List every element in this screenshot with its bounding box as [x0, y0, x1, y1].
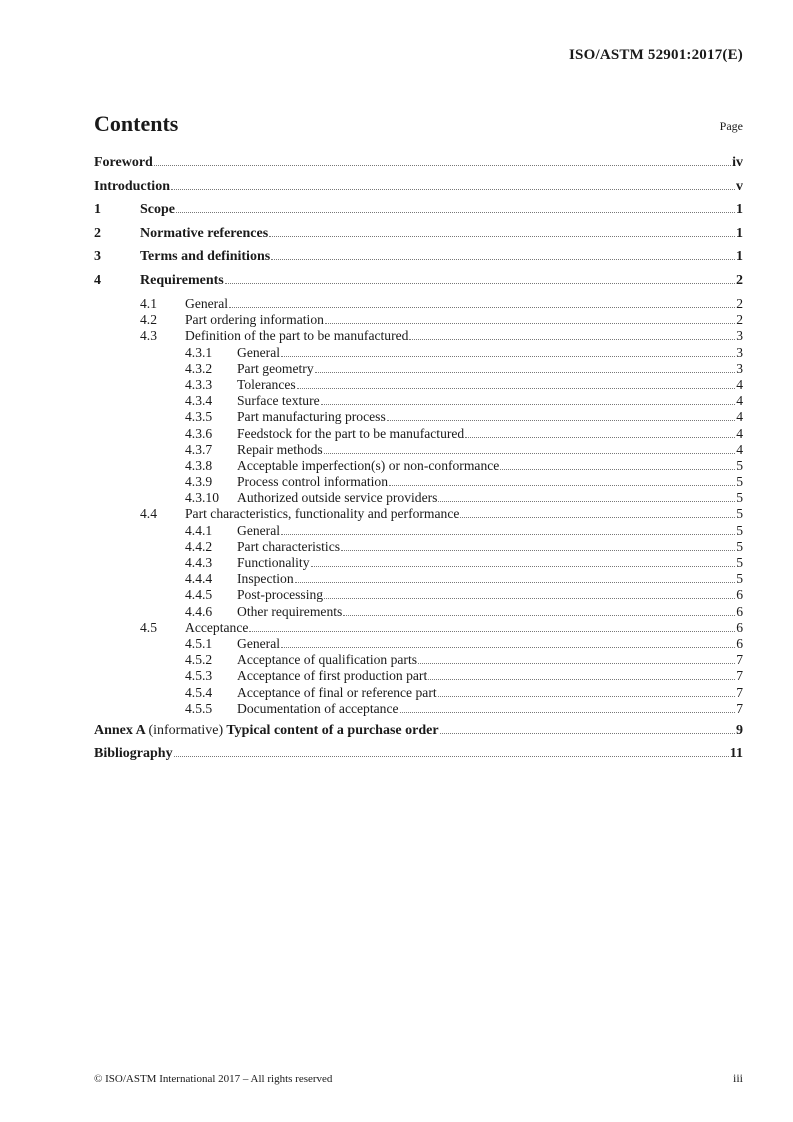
toc-entry-number: 4.3.10	[185, 490, 219, 506]
toc-entry-number: 4.3.2	[185, 360, 213, 376]
dot-leader	[154, 165, 731, 166]
toc-entry-page: 6	[736, 619, 743, 635]
toc-entry-page: 1	[736, 202, 743, 217]
toc-entry-title: Requirements	[140, 272, 224, 288]
toc-entry-number: 4.4.5	[185, 587, 213, 603]
dot-leader	[311, 566, 736, 567]
toc-entry-page: 5	[736, 571, 743, 587]
toc-entry-number: 4.3.8	[185, 457, 213, 473]
toc-entry-title: Scope	[140, 202, 175, 217]
toc-entry-number: 4.5.1	[185, 635, 213, 651]
toc-entry[interactable]	[94, 701, 743, 717]
toc-entry-number: 4.2	[140, 312, 157, 328]
toc-entry-title: Part characteristics	[237, 538, 341, 554]
toc-entry-number: 4.5.2	[185, 652, 213, 668]
toc-entry-title: Tolerances	[237, 376, 296, 392]
toc-entry-page: 5	[736, 538, 743, 554]
toc-entry-title: Acceptance of first production part	[237, 668, 428, 684]
toc-entry-page: 4	[736, 409, 743, 425]
toc-entry[interactable]	[94, 312, 743, 328]
toc-entry-title: General	[237, 635, 281, 651]
toc-entry-title: Annex A (informative) Typical content of a purchase order	[94, 722, 439, 738]
toc-entry-number: 4.5.4	[185, 684, 213, 700]
toc-entry[interactable]	[94, 604, 743, 620]
toc-entry-page: 3	[736, 328, 743, 344]
toc-entry[interactable]	[94, 723, 743, 747]
toc-entry-number: 4.1	[140, 296, 157, 311]
dot-leader	[325, 323, 735, 324]
toc-entry-page: 7	[736, 668, 743, 684]
toc-entry-number: 4.4.4	[185, 571, 213, 587]
toc-entry[interactable]	[94, 202, 743, 226]
toc-entry-page: 5	[736, 555, 743, 570]
toc-entry[interactable]	[94, 490, 743, 506]
toc-entry[interactable]	[94, 377, 743, 393]
toc-entry[interactable]	[94, 620, 743, 636]
dot-leader	[343, 615, 735, 616]
toc-entry-title: Introduction	[94, 178, 170, 194]
toc-entry-title: Acceptance	[185, 619, 249, 635]
toc-entry-title: Bibliography	[94, 746, 173, 762]
toc-entry-page: 4	[736, 441, 743, 457]
toc-entry-number: 4	[94, 272, 101, 288]
toc-entry[interactable]	[94, 587, 743, 603]
dot-leader	[428, 679, 735, 680]
toc-entry-page: 3	[736, 360, 743, 376]
toc-entry-page: 6	[736, 587, 743, 603]
toc-entry-number: 4.3.4	[185, 393, 213, 409]
toc-entry-page: 2	[736, 296, 743, 311]
dot-leader	[229, 307, 735, 308]
dot-leader	[321, 404, 736, 405]
toc-entry-page: 4	[736, 425, 743, 441]
toc-entry[interactable]	[94, 636, 743, 652]
dot-leader	[389, 485, 735, 486]
toc-entry[interactable]	[94, 345, 743, 361]
toc-entry-number: 4.4.6	[185, 603, 213, 619]
toc-entry-number: 4.3.5	[185, 409, 213, 425]
toc-entry-page: 4	[736, 376, 743, 392]
toc-entry[interactable]	[94, 506, 743, 522]
toc-entry-page: 3	[736, 344, 743, 360]
dot-leader	[174, 756, 729, 757]
toc-entry[interactable]	[94, 442, 743, 458]
toc-entry-number: 3	[94, 249, 101, 264]
toc-entry[interactable]	[94, 474, 743, 490]
toc-entry-page: v	[736, 178, 743, 194]
dot-leader	[176, 212, 735, 213]
toc-entry-page: 4	[736, 393, 743, 409]
toc-entry-page: 5	[736, 457, 743, 473]
toc-entry[interactable]	[94, 523, 743, 539]
toc-entry-title: Feedstock for the part to be manufactured	[237, 425, 465, 441]
toc-entry-title: Surface texture	[237, 393, 320, 409]
document-id: ISO/ASTM 52901:2017(E)	[569, 47, 743, 63]
toc-entry[interactable]	[94, 328, 743, 344]
dot-leader	[341, 550, 735, 551]
toc-entry-title: Part manufacturing process	[237, 409, 386, 425]
toc-entry-number: 4.5.5	[185, 700, 213, 716]
dot-leader	[409, 339, 735, 340]
toc-entry-title: Definition of the part to be manufactured	[185, 328, 409, 344]
toc-entry-number: 4.4.3	[185, 555, 213, 570]
dot-leader	[387, 420, 735, 421]
toc-entry-title: Repair methods	[237, 441, 323, 457]
dot-leader	[418, 663, 735, 664]
dot-leader	[295, 582, 736, 583]
toc-entry-title: Post-processing	[237, 587, 324, 603]
toc-entry-title: Process control information	[237, 474, 389, 490]
toc-entry-page: 6	[736, 603, 743, 619]
table-of-contents	[94, 155, 743, 770]
toc-entry-number: 4.3.1	[185, 344, 213, 360]
toc-entry-number: 4.3.3	[185, 376, 213, 392]
toc-entry-title: Normative references	[140, 225, 269, 241]
toc-entry[interactable]	[94, 746, 743, 770]
toc-entry-page: 1	[736, 225, 743, 241]
toc-entry-number: 2	[94, 225, 101, 241]
toc-entry[interactable]	[94, 652, 743, 668]
toc-entry[interactable]	[94, 409, 743, 425]
toc-entry-page: 2	[736, 272, 743, 288]
toc-entry-title: General	[237, 522, 281, 538]
toc-entry-page: 7	[736, 652, 743, 668]
dot-leader	[324, 598, 735, 599]
dot-leader	[440, 733, 735, 734]
dot-leader	[438, 696, 736, 697]
dot-leader	[500, 469, 735, 470]
toc-entry-page: 6	[736, 635, 743, 651]
toc-entry-page: iv	[732, 155, 743, 170]
toc-entry[interactable]	[94, 668, 743, 684]
dot-leader	[281, 356, 735, 357]
footer-page-number: iii	[732, 1071, 743, 1085]
dot-leader	[438, 501, 735, 502]
toc-entry[interactable]	[94, 296, 743, 312]
toc-entry[interactable]	[94, 571, 743, 587]
dot-leader	[400, 712, 736, 713]
toc-entry[interactable]	[94, 458, 743, 474]
toc-entry-number: 4.4	[140, 506, 157, 522]
dot-leader	[297, 388, 736, 389]
toc-entry-page: 5	[736, 490, 743, 506]
toc-entry[interactable]	[94, 426, 743, 442]
toc-entry-title: Documentation of acceptance	[237, 700, 399, 716]
toc-entry-title: Other requirements	[237, 603, 343, 619]
toc-entry-number: 4.4.2	[185, 538, 213, 554]
toc-entry-title: General	[237, 344, 281, 360]
toc-entry-title: Acceptance of qualification parts	[237, 652, 418, 668]
toc-entry-page: 5	[736, 474, 743, 490]
toc-entry-number: 1	[94, 202, 101, 217]
toc-entry-page: 9	[736, 722, 743, 738]
dot-leader	[271, 259, 735, 260]
toc-entry[interactable]	[94, 361, 743, 377]
dot-leader	[269, 236, 735, 237]
toc-entry[interactable]	[94, 226, 743, 250]
footer-copyright: © ISO/ASTM International 2017 – All rights reserved	[94, 1073, 333, 1085]
toc-entry[interactable]	[94, 249, 743, 273]
toc-entry-page: 7	[736, 700, 743, 716]
dot-leader	[281, 647, 735, 648]
dot-leader	[281, 534, 735, 535]
toc-entry-title: Inspection	[237, 571, 294, 587]
toc-entry-number: 4.3	[140, 328, 157, 344]
page-column-label: Page	[719, 119, 743, 133]
toc-entry-page: 5	[736, 522, 743, 538]
toc-entry-title: Foreword	[94, 155, 153, 170]
toc-entry-page: 7	[736, 684, 743, 700]
toc-entry-page: 2	[736, 312, 743, 328]
toc-entry-title: Part ordering information	[185, 312, 324, 328]
toc-entry-title: Acceptance of final or reference part	[237, 684, 437, 700]
toc-entry-title: Functionality	[237, 555, 310, 570]
toc-entry-title: Part characteristics, functionality and performance	[185, 506, 460, 522]
toc-entry-title: Acceptable imperfection(s) or non-conformance	[237, 457, 500, 473]
toc-entry-number: 4.3.7	[185, 441, 213, 457]
dot-leader	[171, 189, 735, 190]
toc-entry-number: 4.4.1	[185, 522, 213, 538]
dot-leader	[324, 453, 736, 454]
toc-entry-page: 5	[736, 506, 743, 522]
toc-entry-number: 4.5	[140, 619, 157, 635]
toc-entry[interactable]	[94, 155, 743, 179]
toc-entry-title: General	[185, 296, 229, 311]
toc-entry[interactable]	[94, 555, 743, 571]
toc-entry-title: Part geometry	[237, 360, 314, 376]
toc-entry[interactable]	[94, 539, 743, 555]
toc-entry[interactable]	[94, 179, 743, 203]
toc-entry-title: Terms and definitions	[140, 249, 271, 264]
dot-leader	[460, 517, 735, 518]
toc-entry-number: 4.5.3	[185, 668, 213, 684]
dot-leader	[315, 372, 736, 373]
toc-entry-page: 1	[736, 249, 743, 264]
dot-leader	[465, 437, 735, 438]
toc-entry[interactable]	[94, 273, 743, 297]
contents-title: Contents	[94, 111, 179, 136]
toc-entry-number: 4.3.6	[185, 425, 213, 441]
toc-entry-page: 11	[729, 746, 743, 762]
dot-leader	[225, 283, 735, 284]
toc-entry-title: Authorized outside service providers	[237, 490, 438, 506]
toc-entry-number: 4.3.9	[185, 474, 213, 490]
toc-entry[interactable]	[94, 393, 743, 409]
dot-leader	[249, 631, 735, 632]
toc-entry[interactable]	[94, 685, 743, 701]
